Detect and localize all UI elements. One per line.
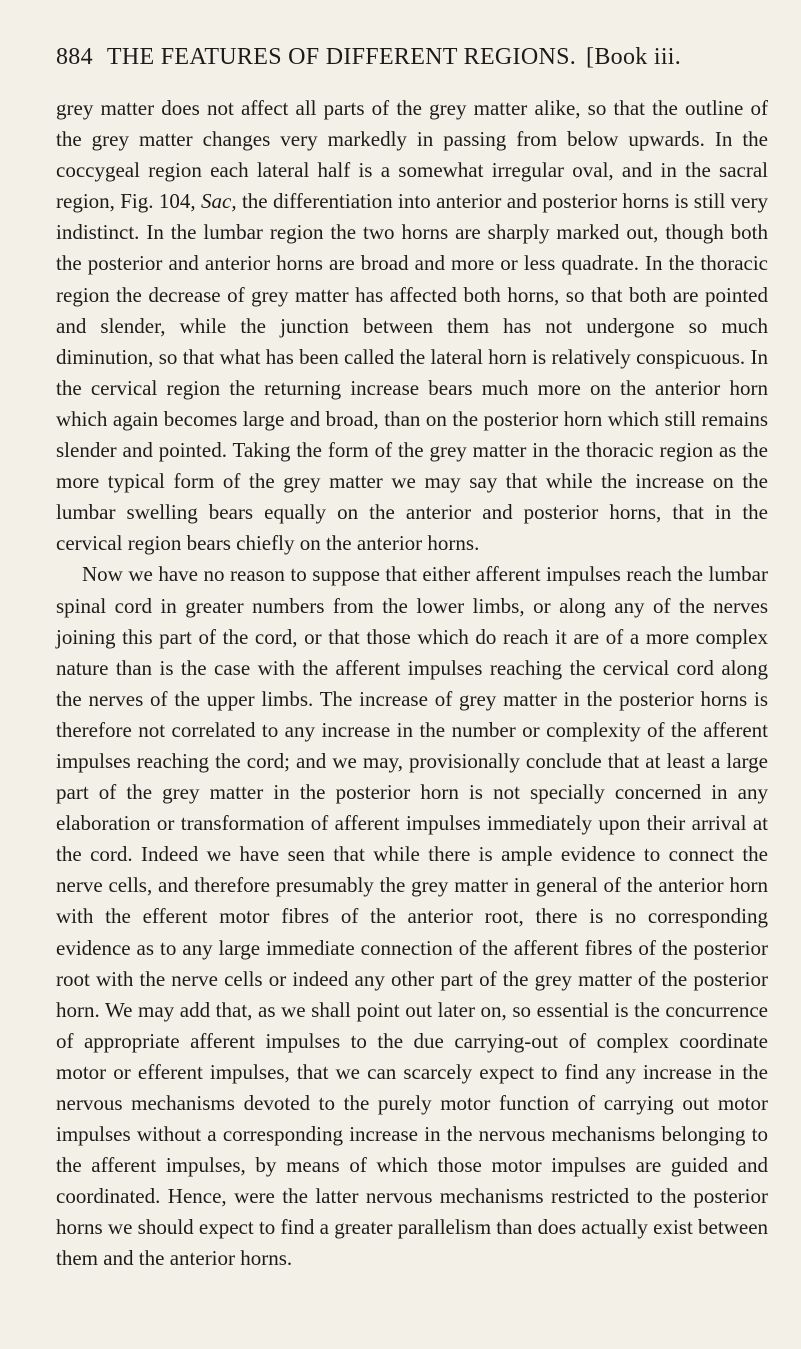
paragraph-2: Now we have no reason to suppose that either afferent impulses reach the lumbar spinal cord in greater numbers from the lower limbs, or along any of the nerves joining this part of the cord, or that those which do reach it are of a more complex nature than is the case with the afferent impulses reaching the cervical cord along the nerves of the upper limbs. The increase of grey matter in the posterior horns is therefore not correlated to any increase in the number or complexity of the afferent impulses reaching the cord; and we may, provisionally conclude that at least a large part of the grey matter in the posterior horn is not specially concerned in any elaboration or transformation of afferent impulses immediately upon their arrival at the cord. Indeed we have seen that while there is ample evidence to connect the nerve cells, and therefore presumably the grey matter in general of the anterior horn with the efferent motor fibres of the anterior root, there is no corresponding evidence as to any large immediate connection of the afferent fibres of the posterior root with the nerve cells or indeed any other part of the grey matter of the posterior horn. We may add that, as we shall point out later on, so essential is the concurrence of appropriate afferent impulses to the due carrying-out of complex coordinate motor or efferent impulses, that we can scarcely expect to find any increase in the nervous mechanisms devoted to the purely motor function of carrying out motor impulses without a corresponding increase in the nervous mechanisms belonging to the afferent impulses, by means of which those motor impulses are guided and coordinated. Hence, were the latter nervous mechanisms restricted to the posterior horns we should expect to find a greater parallelism than does actually exist between them and the anterior horns. <box>56 562 769 1271</box>
page-number: 884 <box>56 44 93 70</box>
running-header <box>56 44 768 71</box>
book-page <box>56 44 768 1275</box>
book-reference: [Book iii. <box>586 44 682 70</box>
paragraph-1-text-a: grey matter does not affect all parts of the grey matter alike, so that the outline of the grey matter changes very markedly in passing from below upwards. In the coccygeal region each lateral half is a somewhat irregular oval, and in the sacral region, Fig. 104, <box>56 96 768 214</box>
paragraph-1-text-b: the differentiation into anterior and posterior horns is still very indistinct. In the lumbar region the two horns are sharply marked out, though both the posterior and anterior horns are broad and more or less quadrate. In the thoracic region the decrease of grey matter has affected both horns, so that both are pointed and slender, while the junction between them has not undergone so much diminution, so that what has been called the lateral horn is relatively conspicuous. In the cervical region the returning increase bears much more on the anterior horn which again becomes large and broad, than on the posterior horn which still remains slender and pointed. Taking the form of the grey matter in the thoracic region as the more typical form of the grey matter we may say that while the increase on the lumbar swelling bears equally on the anterior and posterior horns, that in the cervical region bears chiefly on the anterior horns. <box>56 189 768 556</box>
body-text <box>56 93 768 1275</box>
figure-label-sac: Sac, <box>201 189 237 214</box>
paragraph-1 <box>56 93 768 559</box>
running-title: THE FEATURES OF DIFFERENT REGIONS. <box>106 44 577 70</box>
